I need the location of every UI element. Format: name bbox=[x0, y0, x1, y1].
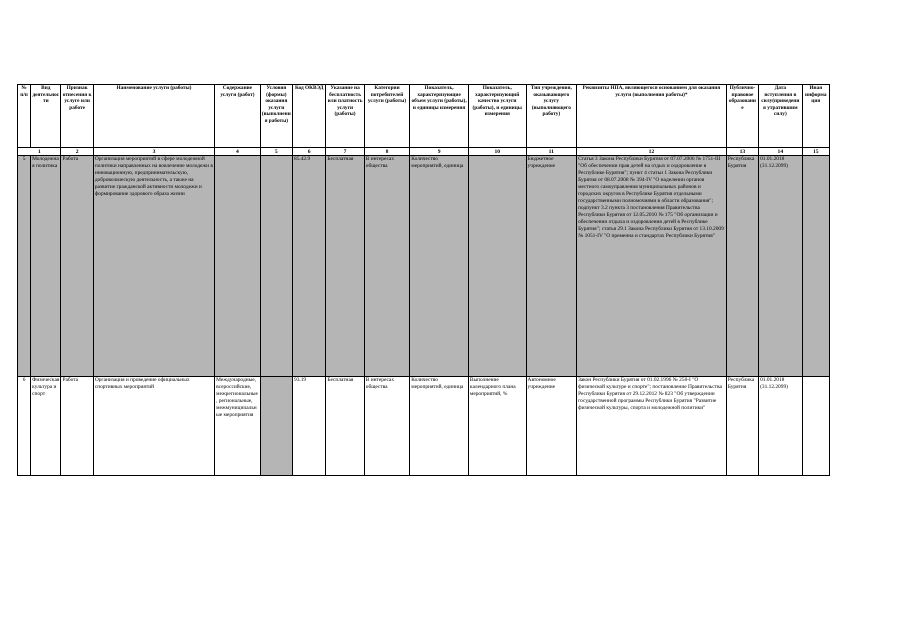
column-number-row bbox=[18, 148, 830, 156]
content-cell: Международные, всероссийские, межрегиональные, региональные, межмуниципальные мероприятия bbox=[215, 377, 261, 476]
header-cell: Указание на бесплатность или платность услуги (работы) bbox=[326, 85, 364, 148]
services-register-table bbox=[17, 84, 830, 476]
header-cell: Содержание услуги (работ) bbox=[215, 85, 261, 148]
other-cell bbox=[802, 377, 829, 476]
column-number: 6 bbox=[293, 148, 326, 156]
column-number: 10 bbox=[468, 148, 526, 156]
column-number: 2 bbox=[61, 148, 93, 156]
activity-cell: Физическая культура и спорт bbox=[31, 377, 61, 476]
okved-cell: 85.42.9 bbox=[293, 156, 326, 377]
header-cell: Код ОКВЭД bbox=[293, 85, 326, 148]
row-number: 6 bbox=[18, 377, 31, 476]
consumers-cell: В интересах общества bbox=[364, 377, 410, 476]
table-row bbox=[18, 377, 830, 476]
activity-cell: Молодежная политика bbox=[31, 156, 61, 377]
npa-cell: Статья 3 Закона Республики Бурятия от 07.07.2006 № 1751-III "Об обеспечении прав детей на отдых и оздоровление в Республике Бурятия"; пункт 4 статьи 1 Закона Республики Бурятия от 08.07.2008 № 394-IV "О наделении органов местного самоуправления муниципальных районов и городских округов в Республике Бурятия отдельными государственными полномочиями в области образования"; подпункт 3.2 пункта 3 постановления Правительства Республики Бурятия от 12.05.2010 № 175 "Об организации и обеспечении отдыха и оздоровления детей в Республике Бурятия"; статья 29.1 Закона Республики Бурятия от 13.10.2009 № 1051-IV "О пременна и стандартах Республики Бурятия" bbox=[577, 156, 727, 377]
column-number: 9 bbox=[410, 148, 469, 156]
okved-cell: 93.19 bbox=[293, 377, 326, 476]
header-cell: Признак отнесения к услуге или работе bbox=[61, 85, 93, 148]
column-number: 8 bbox=[364, 148, 410, 156]
conditions-cell bbox=[260, 156, 292, 377]
column-number: 4 bbox=[215, 148, 261, 156]
header-cell: Условия (формы) оказания услуги (выполнения работы) bbox=[260, 85, 292, 148]
payment-cell: Бесплатная bbox=[326, 377, 364, 476]
consumers-cell: В интересах общества bbox=[364, 156, 410, 377]
conditions-cell bbox=[260, 377, 292, 476]
header-cell: Категории потребителей услуги (работы) bbox=[364, 85, 410, 148]
institution-cell: Бюджетное учреждение bbox=[526, 156, 577, 377]
entity-cell: Республика Бурятия bbox=[726, 377, 758, 476]
entity-cell: Республика Бурятия bbox=[726, 156, 758, 377]
institution-cell: Автономное учреждение bbox=[526, 377, 577, 476]
header-cell: Показатель, характеризующие объем услуги (работы), и единицы измерения bbox=[410, 85, 469, 148]
header-cell: № п/п bbox=[18, 85, 31, 148]
header-cell: Публично-правовое образование bbox=[726, 85, 758, 148]
service-name-cell: Организация и проведение официальных спортивных мероприятий bbox=[93, 377, 214, 476]
quality-cell: Выполнение календарного плана мероприятий, % bbox=[468, 377, 526, 476]
volume-cell: Количество мероприятий, единица bbox=[410, 377, 469, 476]
column-number: 3 bbox=[93, 148, 214, 156]
content-cell bbox=[215, 156, 261, 377]
service-name-cell: Организация мероприятий в сфере молодежной политики направленных на вовлечение молодежи в инновационную, предпринимательскую, добровольческую деятельность, а также на развитие гражданской активности молодежи и формирование здорового образа жизни bbox=[93, 156, 214, 377]
header-cell: Реквизиты НПА, являющегося основанием для оказания услуги (выполнения работы)* bbox=[577, 85, 727, 148]
payment-cell: Бесплатная bbox=[326, 156, 364, 377]
header-cell: Дата вступления в силу(приведения утратившим силу) bbox=[759, 85, 802, 148]
type-cell: Работа bbox=[61, 156, 93, 377]
header-cell: Тип учреждения, оказывающего услугу (выполняющего работу) bbox=[526, 85, 577, 148]
column-number: 5 bbox=[260, 148, 292, 156]
date-cell: 01.01.2018 (31.12.2099) bbox=[759, 377, 802, 476]
column-number: 14 bbox=[759, 148, 802, 156]
column-number: 11 bbox=[526, 148, 577, 156]
column-number: 7 bbox=[326, 148, 364, 156]
quality-cell bbox=[468, 156, 526, 377]
column-number: 15 bbox=[802, 148, 829, 156]
header-cell: Наименование услуги (работы) bbox=[93, 85, 214, 148]
column-number: 1 bbox=[18, 148, 61, 156]
npa-cell: Закон Республики Бурятия от 01.02.1996 № 250-I "О физической культуре и спорте"; постановление Правительства Республики Бурятия от 29.12.2012 № 823 "Об утверждении государственной программы Республики Бурятия "Развитие физической культуры, спорта и молодежной политики" bbox=[577, 377, 727, 476]
date-cell: 01.01.2018 (31.12.2099) bbox=[759, 156, 802, 377]
header-cell: Вид деятельности bbox=[31, 85, 61, 148]
table-row bbox=[18, 156, 830, 377]
type-cell: Работа bbox=[61, 377, 93, 476]
column-number: 12 bbox=[577, 148, 727, 156]
header-cell: Иная информация bbox=[802, 85, 829, 148]
header-row bbox=[18, 85, 830, 148]
volume-cell: Количество мероприятий, единица bbox=[410, 156, 469, 377]
other-cell bbox=[802, 156, 829, 377]
header-cell: Показатель, характеризующий качество услуги (работы), и единицы измерения bbox=[468, 85, 526, 148]
row-number: 5 bbox=[18, 156, 31, 377]
column-number: 13 bbox=[726, 148, 758, 156]
